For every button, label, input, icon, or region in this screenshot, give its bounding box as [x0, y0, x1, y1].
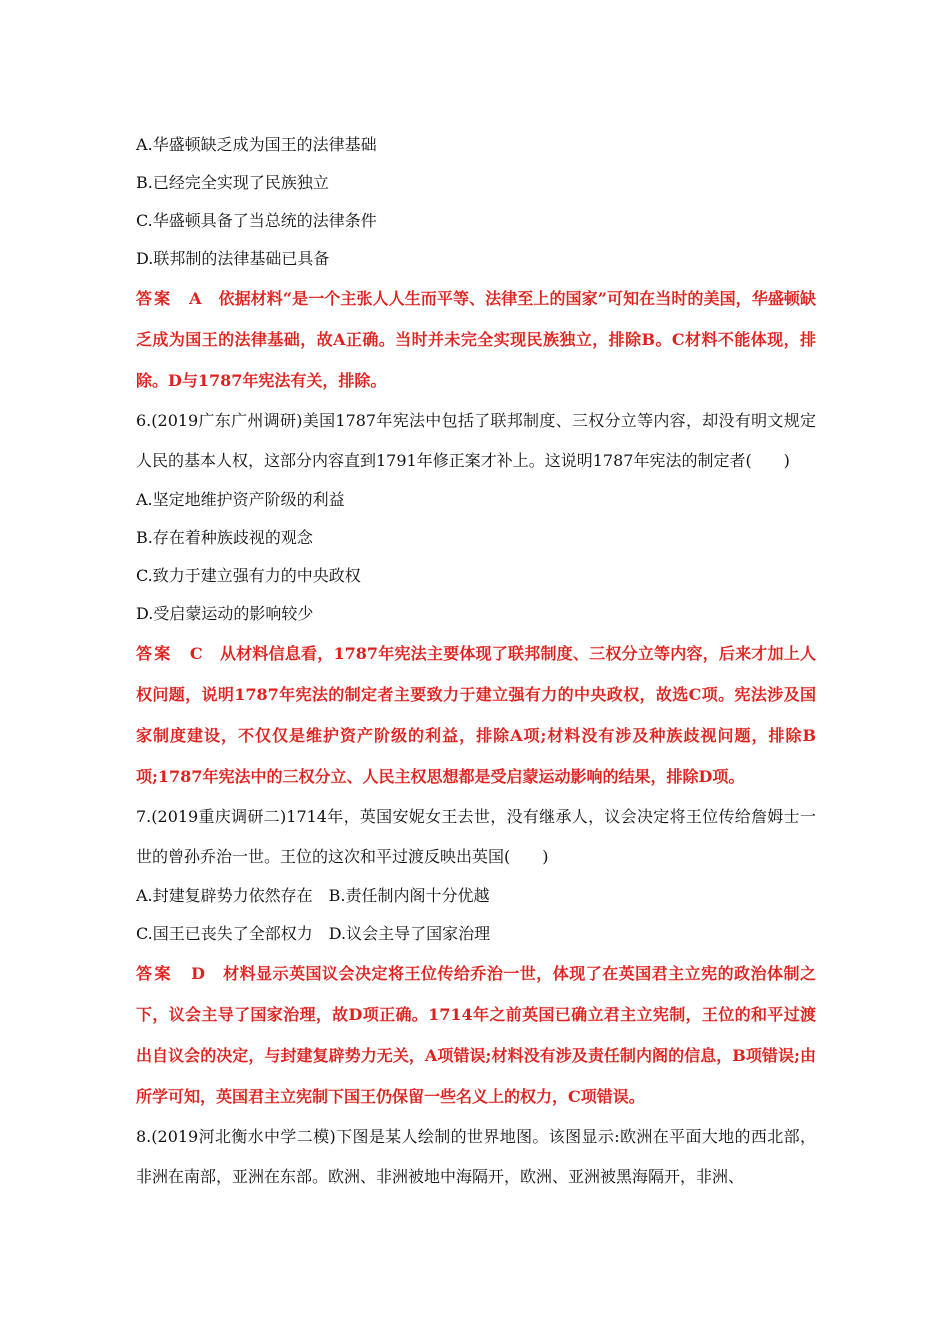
- q6-option-a: A.坚定地维护资产阶级的利益: [136, 490, 345, 509]
- q5-answer: [136, 278, 816, 401]
- q5-option-d: D.联邦制的法律基础已具备: [136, 249, 330, 268]
- answer-label: 答案: [136, 289, 173, 308]
- q7-option-row-1: A.封建复辟势力依然存在 B.责任制内阁十分优越: [136, 886, 490, 905]
- answer-text: 材料显示英国议会决定将王位传给乔治一世，体现了在英国君主立宪的政治体制之下，议会主导了国家治理，故D项正确。1714年之前英国已确立君主立宪制，王位的和平过渡出自议会的决定，与封建复辟势力无关，A项错误;材料没有涉及责任制内阁的信息，B项错误;由所学可知，英国君主立宪制下国王仍保留一些名义上的权力，C项错误。: [136, 964, 816, 1106]
- q7-stem: 7.(2019重庆调研二)1714年，英国安妮女王去世，没有继承人，议会决定将王位传给詹姆士一世的曾孙乔治一世。王位的这次和平过渡反映出英国( ): [136, 807, 816, 866]
- q6-answer: [136, 633, 816, 797]
- document-page: [136, 120, 816, 1197]
- answer-text: 依据材料“是一个主张人人生而平等、法律至上的国家”可知在当时的美国，华盛顿缺乏成为国王的法律基础，故A正确。当时并未完全实现民族独立，排除B。C材料不能体现，排除。D与1787年宪法有关，排除。: [136, 289, 816, 390]
- answer-key: D: [191, 964, 205, 983]
- q6-options: [136, 481, 816, 633]
- answer-label: 答案: [136, 964, 173, 983]
- q6-option-b: B.存在着种族歧视的观念: [136, 528, 313, 547]
- q6-option-d: D.受启蒙运动的影响较少: [136, 604, 314, 623]
- q7-option-row-2: C.国王已丧失了全部权力 D.议会主导了国家治理: [136, 924, 491, 943]
- q5-options: [136, 126, 816, 278]
- answer-text: 从材料信息看，1787年宪法主要体现了联邦制度、三权分立等内容，后来才加上人权问题，说明1787年宪法的制定者主要致力于建立强有力的中央政权，故选C项。宪法涉及国家制度建设，不仅仅是维护资产阶级的利益，排除A项;材料没有涉及种族歧视问题，排除B项;1787年宪法中的三权分立、人民主权思想都是受启蒙运动影响的结果，排除D项。: [136, 644, 816, 786]
- q5-option-c: C.华盛顿具备了当总统的法律条件: [136, 211, 377, 230]
- q6-option-c: C.致力于建立强有力的中央政权: [136, 566, 361, 585]
- q7-answer: [136, 953, 816, 1117]
- q5-option-b: B.已经完全实现了民族独立: [136, 173, 329, 192]
- q7-options: [136, 877, 816, 953]
- answer-label: 答案: [136, 644, 173, 663]
- q6-stem: 6.(2019广东广州调研)美国1787年宪法中包括了联邦制度、三权分立等内容，却没有明文规定人民的基本人权，这部分内容直到1791年修正案才补上。这说明1787年宪法的制定者( ): [136, 411, 816, 470]
- q8-stem: 8.(2019河北衡水中学二模)下图是某人绘制的世界地图。该图显示:欧洲在平面大地的西北部，非洲在南部，亚洲在东部。欧洲、非洲被地中海隔开，欧洲、亚洲被黑海隔开，非洲、: [136, 1127, 816, 1186]
- answer-key: C: [189, 644, 203, 663]
- q5-option-a: A.华盛顿缺乏成为国王的法律基础: [136, 135, 377, 154]
- answer-key: A: [189, 289, 202, 308]
